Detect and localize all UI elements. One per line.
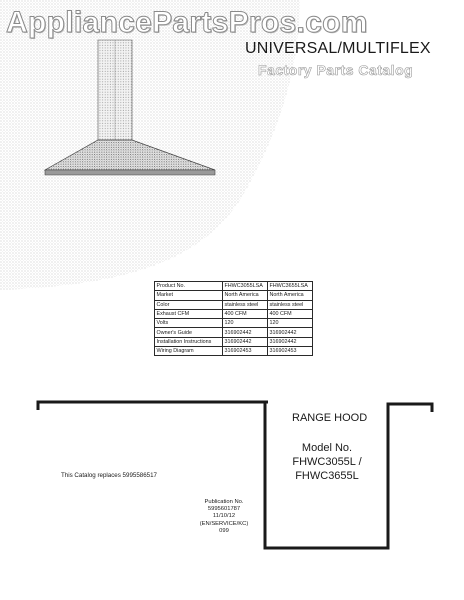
spec-label: Owner's Guide	[155, 328, 223, 337]
publication-label: Publication No.	[204, 499, 244, 505]
model-number-1: FHWC3055L /	[292, 456, 362, 468]
spec-value: 316902442	[223, 328, 268, 337]
spec-value: 120	[223, 319, 268, 328]
spec-value: 316902442	[223, 337, 268, 346]
spec-value: 316902442	[268, 337, 313, 346]
publication-date: 11/10/12	[212, 513, 236, 520]
model-label: Model No.	[301, 442, 353, 454]
spec-value: FHWC3055LSA	[223, 282, 268, 291]
spec-label: Volts	[155, 319, 223, 328]
publication-number: 5995601787	[207, 506, 241, 513]
product-type: RANGE HOOD	[292, 412, 368, 424]
spec-label: Installation Instructions	[155, 337, 223, 346]
spec-label: Exhaust CFM	[155, 309, 223, 318]
spec-value: FHWC3655LSA	[268, 282, 313, 291]
spec-label: Market	[155, 291, 223, 300]
spec-value: 316902442	[268, 328, 313, 337]
spec-value: stainless steel	[223, 300, 268, 309]
spec-value: 316902453	[223, 347, 268, 356]
spec-label: Color	[155, 300, 223, 309]
spec-value: stainless steel	[268, 300, 313, 309]
publication-revision: 099	[219, 527, 229, 534]
catalog-subtitle: Factory Parts Catalog	[258, 62, 414, 78]
publication-block	[196, 499, 252, 535]
spec-value: 120	[268, 319, 313, 328]
spec-label: Wiring Diagram	[155, 347, 223, 356]
spec-value: 400 CFM	[268, 309, 313, 318]
catalog-title: UNIVERSAL/MULTIFLEX	[245, 40, 431, 57]
watermark-logo: AppliancePartsPros.com	[6, 6, 368, 39]
model-number-2: FHWC3655L	[295, 470, 359, 482]
spec-value: North America	[223, 291, 268, 300]
spec-value: 400 CFM	[223, 309, 268, 318]
spec-value: North America	[268, 291, 313, 300]
replaces-note: This Catalog replaces 5995586517	[61, 472, 157, 479]
model-number-block	[288, 441, 366, 483]
spec-value: 316902453	[268, 347, 313, 356]
spec-label: Product No.	[155, 282, 223, 291]
publication-code: (EN/SERVICE/KC)	[199, 520, 249, 527]
